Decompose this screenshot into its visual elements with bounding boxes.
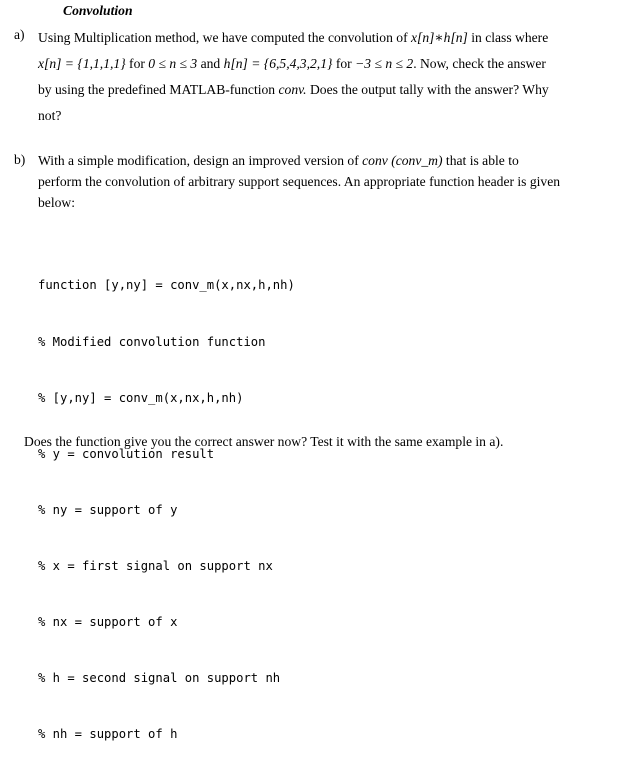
part-a-line-2: x[n] = {1,1,1,1} for 0 ≤ n ≤ 3 and h[n] = {6,5,4,3,2,1} for −3 ≤ n ≤ 2. Now, check the answer (38, 56, 546, 71)
code-line: % h = second signal on support nh (38, 671, 281, 686)
part-a-label: a) (14, 27, 25, 42)
code-line: % nx = support of x (38, 615, 178, 630)
code-line: function [y,ny] = conv_m(x,nx,h,nh) (38, 278, 295, 293)
code-line: % [y,ny] = conv_m(x,nx,h,nh) (38, 390, 244, 405)
part-b-line-1: With a simple modification, design an improved version of conv (conv_m) that is able to (38, 153, 519, 168)
conv-m-function-name: conv (conv_m) (362, 153, 443, 168)
document-title: Convolution (63, 3, 133, 18)
x-support-range: 0 ≤ n ≤ 3 (148, 56, 198, 71)
convolution-expression: x[n]∗h[n] (411, 30, 468, 45)
h-support-range: −3 ≤ n ≤ 2 (355, 56, 414, 71)
part-b-label: b) (14, 152, 26, 167)
part-a-question (38, 25, 610, 129)
part-a-line-1: Using Multiplication method, we have computed the convolution of x[n]∗h[n] in class where (38, 30, 549, 45)
x-sequence-definition: x[n] = {1,1,1,1} (38, 56, 126, 71)
h-sequence-definition: h[n] = {6,5,4,3,2,1} (223, 56, 333, 71)
closing-question: Does the function give you the correct answer now? Test it with the same example in a). (24, 434, 504, 449)
code-line: % x = first signal on support nx (38, 558, 273, 573)
part-b-line-3: below: (38, 195, 75, 210)
part-a-line-4: not? (38, 108, 62, 123)
code-line: % nh = support of h (38, 727, 178, 742)
conv-function-name: conv. (278, 82, 307, 97)
part-b-question (38, 150, 610, 213)
part-a-line-3: by using the predefined MATLAB-function conv. Does the output tally with the answer? Why (38, 82, 549, 97)
code-line: % Modified convolution function (38, 334, 266, 349)
code-line: % ny = support of y (38, 502, 178, 517)
code-line: % y = convolution result (38, 446, 215, 461)
function-header-code (38, 239, 295, 763)
part-b-line-2: perform the convolution of arbitrary support sequences. An appropriate function header is given (38, 174, 561, 189)
